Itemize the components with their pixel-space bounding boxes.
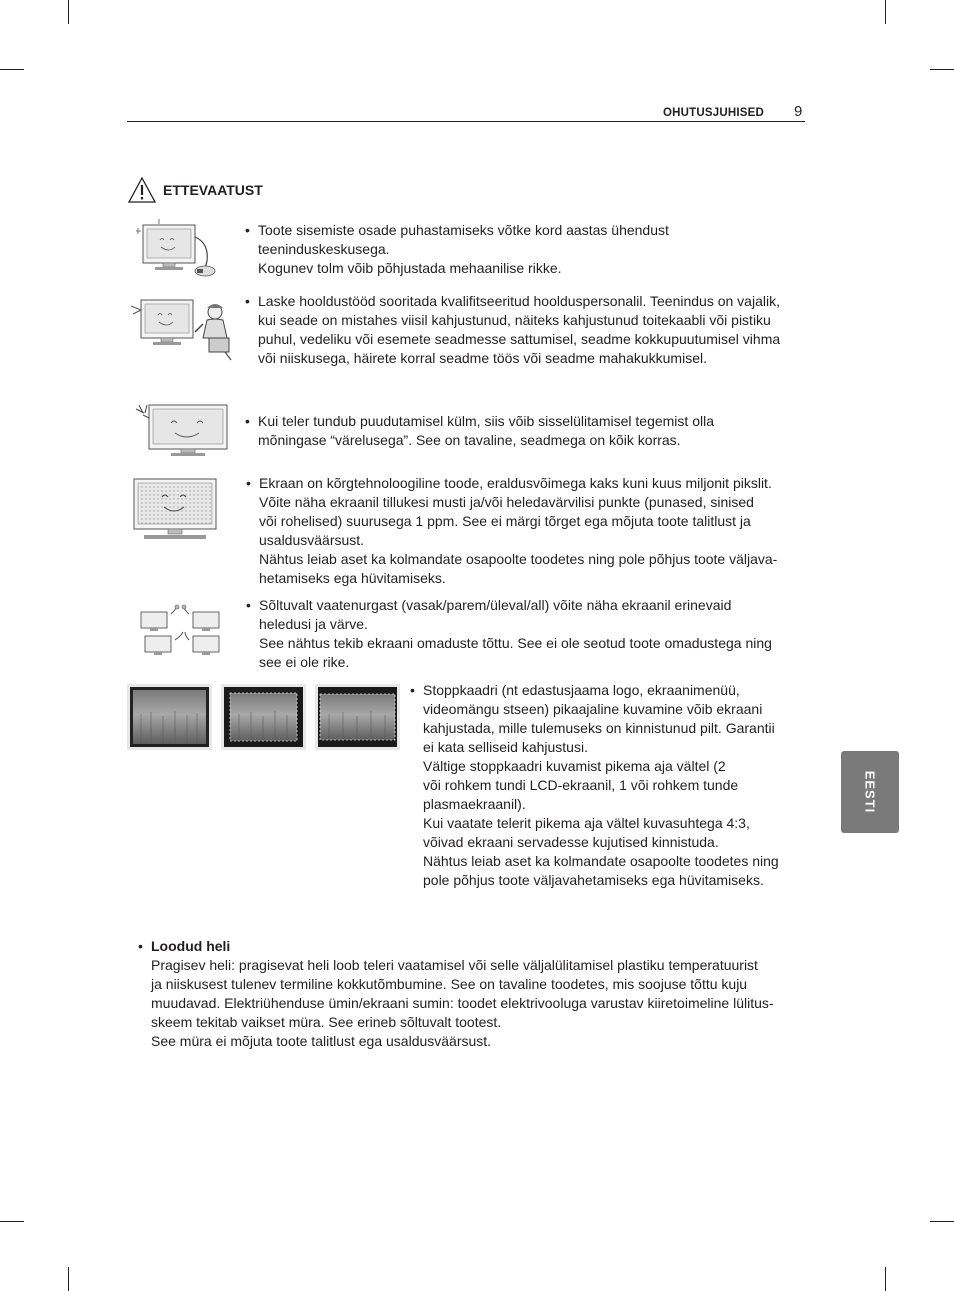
bullet: • <box>245 222 250 238</box>
item-line: Nähtus leiab aset ka kolmandate osapoolte toodetes ning <box>423 853 779 869</box>
item-line: ei kata selliseid kahjustusi. <box>423 739 588 755</box>
item-line: videomängu stseen) pikaajaline kuvamine võib ekraani <box>423 701 763 717</box>
item-line: Kui teler tundub puudutamisel külm, siis võib sisselülitamisel tegemist olla <box>258 413 714 429</box>
tv-vacuum-cleaning-icon <box>133 217 223 279</box>
item-line: puhul, vedeliku või esemete seadmesse sattumisel, seadme kokkupuutumisel vihma <box>258 331 781 347</box>
header-section-title: OHUTUSJUHISED <box>663 107 765 119</box>
caution-item-pixels <box>246 474 806 588</box>
item-line: see ei ole rike. <box>259 654 350 670</box>
tv-viewing-angles-icon <box>135 604 230 660</box>
item-line: kui seade on mistahes viisil kahjustunud, näiteks kahjustunud toitekaabli või pistiku <box>258 312 771 328</box>
caution-item-service <box>245 292 805 368</box>
retention-frame-letterbox <box>315 684 400 750</box>
tv-service-technician-icon <box>127 294 239 364</box>
bullet: • <box>138 938 143 954</box>
item-line: Ekraan on kõrgtehnoloogiline toode, eraldusvõimega kaks kuni kuus miljonit pikslit. <box>259 475 772 491</box>
page-number: 9 <box>794 103 803 120</box>
item-line: või rohkem tundi LCD-ekraanil, 1 või rohkem tunde <box>423 777 739 793</box>
language-tab <box>841 751 899 833</box>
item-line: Sõltuvalt vaatenurgast (vasak/parem/üleval/all) võite näha ekraanil erinevaid <box>259 597 732 613</box>
crop-mark <box>930 1221 954 1222</box>
bullet: • <box>410 682 415 698</box>
item-line: kahjustada, mille tulemuseks on kinnistunud pilt. Garantii <box>423 720 775 736</box>
caution-item-cleaning <box>245 221 805 278</box>
item-line: plasmaekraanil). <box>423 796 526 812</box>
crop-mark <box>885 1267 886 1291</box>
retention-frame-pillarbox <box>221 684 306 750</box>
item-line: Vältige stoppkaadri kuvamist pikema aja vältel (2 <box>423 758 726 774</box>
item-line: Laske hooldustööd sooritada kvalifitseeritud hoolduspersonalil. Teenindus on vajalik, <box>258 293 780 309</box>
warning-triangle-icon <box>127 176 157 204</box>
bullet: • <box>246 475 251 491</box>
sound-note-line: See müra ei mõjuta toote talitlust ega usaldusväärsust. <box>151 1033 492 1049</box>
item-line: Kogunev tolm võib põhjustada mehaanilise rikke. <box>258 260 562 276</box>
sound-note-line: muudavad. Elektriühenduse ümin/ekraani sumin: toodet elektrivooluga varustav kiiretoimeline lülitus- <box>151 995 774 1011</box>
caution-item-cold <box>245 412 805 450</box>
caution-heading <box>127 176 263 204</box>
item-line: heledusi ja värve. <box>259 616 368 632</box>
item-line: teeninduskeskusega. <box>258 241 390 257</box>
crop-mark <box>930 69 954 70</box>
sound-note-line: ja niiskusest tulenev termiline kokkutõmbumine. See on tavaline toodetes, mis soojuse tõttu kuju <box>151 976 748 992</box>
crop-mark <box>885 0 886 24</box>
item-line: pole põhjus toote väljavahetamiseks ega hüvitamiseks. <box>423 872 764 888</box>
crop-mark <box>0 1221 24 1222</box>
item-line: Kui vaatate telerit pikema aja vältel kuvasuhtega 4:3, <box>423 815 750 831</box>
item-line: Nähtus leiab aset ka kolmandate osapoolte toodetes ning pole põhjus toote väljava- <box>259 551 778 567</box>
crop-mark <box>68 1267 69 1291</box>
image-retention-examples-icon <box>127 684 399 750</box>
retention-frame-full <box>127 684 212 750</box>
item-line: võivad ekraani servadesse kujutised kinnistuda. <box>423 834 719 850</box>
bullet: • <box>245 293 250 309</box>
item-line: mõningase “värelusega”. See on tavaline, seadmega on kõik korras. <box>258 432 681 448</box>
item-line: Stoppkaadri (nt edastusjaama logo, ekraanimenüü, <box>423 682 740 698</box>
item-line: hetamiseks ega hüvitamiseks. <box>259 570 446 586</box>
header-divider <box>127 121 805 122</box>
sound-note-line: Pragisev heli: pragisevat heli loob teleri vaatamisel või selle väljalülitamisel plastiku temperatuurist <box>151 957 758 973</box>
item-line: See nähtus tekib ekraani omaduste tõttu. See ei ole seotud toote omadustega ning <box>259 635 772 651</box>
item-line: Toote sisemiste osade puhastamiseks võtke kord aastas ühendust <box>258 222 669 238</box>
caution-item-image-retention <box>410 681 810 890</box>
sound-note-line: skeem tekitab vaikset müra. See erineb sõltuvalt tootest. <box>151 1014 502 1030</box>
sound-note-title: Loodud heli <box>151 938 231 954</box>
tv-cold-touch-icon <box>133 401 233 463</box>
caution-title: ETTEVAATUST <box>163 182 263 198</box>
sound-note <box>138 937 818 1051</box>
item-line: Võite näha ekraanil tillukesi musti ja/või heledavärvilisi punkte (punased, sinised <box>259 494 754 510</box>
item-line: usaldusväärsust. <box>259 532 365 548</box>
tv-pixels-icon <box>132 477 218 543</box>
bullet: • <box>245 413 250 429</box>
item-line: või rohelised) suurusega 1 ppm. See ei märgi tõrget ega mõjuta toote talitlust ja <box>259 513 751 529</box>
language-tab-label: EESTI <box>862 770 878 814</box>
crop-mark <box>68 0 69 24</box>
crop-mark <box>0 69 24 70</box>
bullet: • <box>246 597 251 613</box>
item-line: või niiskusega, häirete korral seadme töös või seadme mahakukkumisel. <box>258 350 707 366</box>
caution-item-viewing-angle <box>246 596 806 672</box>
